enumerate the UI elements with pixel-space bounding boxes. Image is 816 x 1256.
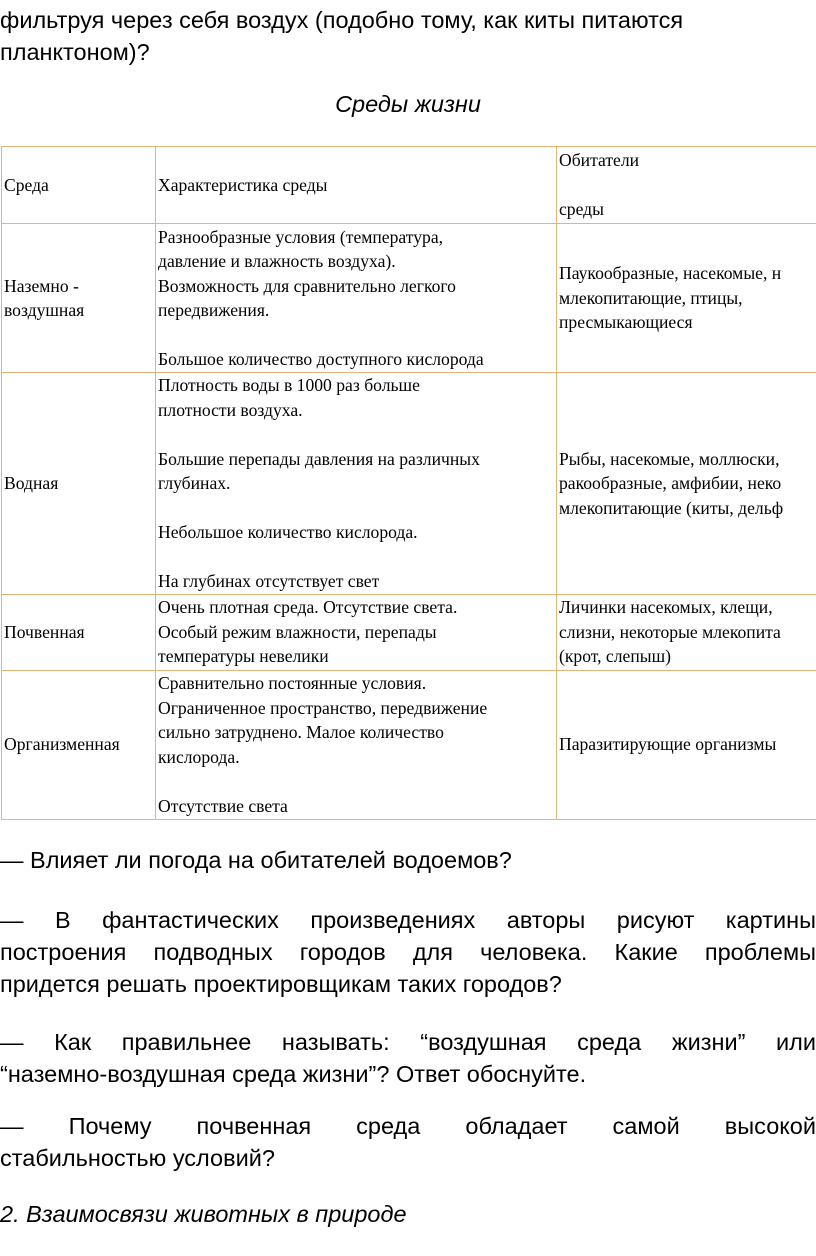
header-cell-characteristics: Характеристика среды [156, 147, 557, 224]
cell-env: Водная [2, 373, 156, 595]
cell-env: Почвенная [2, 594, 156, 670]
cell-characteristics: Очень плотная среда. Отсутствие света. Особый режим влажности, перепады температуры невелики [156, 594, 557, 670]
cell-inhabitants: Рыбы, насекомые, моллюски, ракообразные, амфибии, неко млекопитающие (киты, дельф [557, 373, 816, 595]
cell-inhabitants: Паукообразные, насекомые, н млекопитающие, птицы, пресмыкающиеся [557, 224, 816, 373]
question-line: построения подводных городов для человека. Какие проблемы [0, 939, 816, 965]
question-line: — Как правильнее называть: “воздушная среда жизни” или [0, 1029, 816, 1055]
question-line: — Почему почвенная среда обладает самой высокой [0, 1113, 816, 1139]
cell-env: Наземно - воздушная [2, 224, 156, 373]
question-1 [0, 844, 816, 876]
header-cell-inhabitants: Обитатели среды [557, 147, 816, 224]
question-2 [0, 904, 816, 1000]
intro-paragraph [0, 4, 816, 68]
cell-characteristics: Разнообразные условия (температура, давление и влажность воздуха). Возможность для сравнительно легкого передвижения. Большое количество доступного кислорода [156, 224, 557, 373]
table-row [2, 224, 816, 373]
cell-inhabitants: Паразитирующие организмы [557, 670, 816, 819]
table-caption: Среды жизни [335, 91, 481, 117]
question-line: — Влияет ли погода на обитателей водоемов? [0, 847, 512, 873]
cell-characteristics: Сравнительно постоянные условия. Ограниченное пространство, передвижение сильно затруднено. Малое количество кислорода. Отсутствие света [156, 670, 557, 819]
environments-table [1, 146, 816, 820]
question-line: “наземно-воздушная среда жизни”? Ответ обоснуйте. [0, 1061, 587, 1087]
table-row [2, 594, 816, 670]
question-line: — В фантастических произведениях авторы рисуют картины [0, 907, 816, 933]
question-4 [0, 1110, 816, 1174]
cell-characteristics: Плотность воды в 1000 раз больше плотности воздуха. Большие перепады давления на различных глубинах. Небольшое количество кислорода. На глубинах отсутствует свет [156, 373, 557, 595]
cell-env: Организменная [2, 670, 156, 819]
table-row [2, 373, 816, 595]
section-heading: 2. Взаимосвязи животных в природе [0, 1201, 407, 1227]
intro-line-1: фильтруя через себя воздух (подобно тому, как киты питаются [0, 7, 684, 33]
cell-inhabitants: Личинки насекомых, клещи, слизни, некоторые млекопита (крот, слепыш) [557, 594, 816, 670]
question-3 [0, 1026, 816, 1090]
table-row [2, 670, 816, 819]
intro-line-2: планктоном)? [0, 39, 150, 65]
header-cell-env: Среда [2, 147, 156, 224]
question-line: придется решать проектировщикам таких городов? [0, 971, 562, 997]
table-header-row [2, 147, 816, 224]
question-line: стабильностью условий? [0, 1145, 275, 1171]
